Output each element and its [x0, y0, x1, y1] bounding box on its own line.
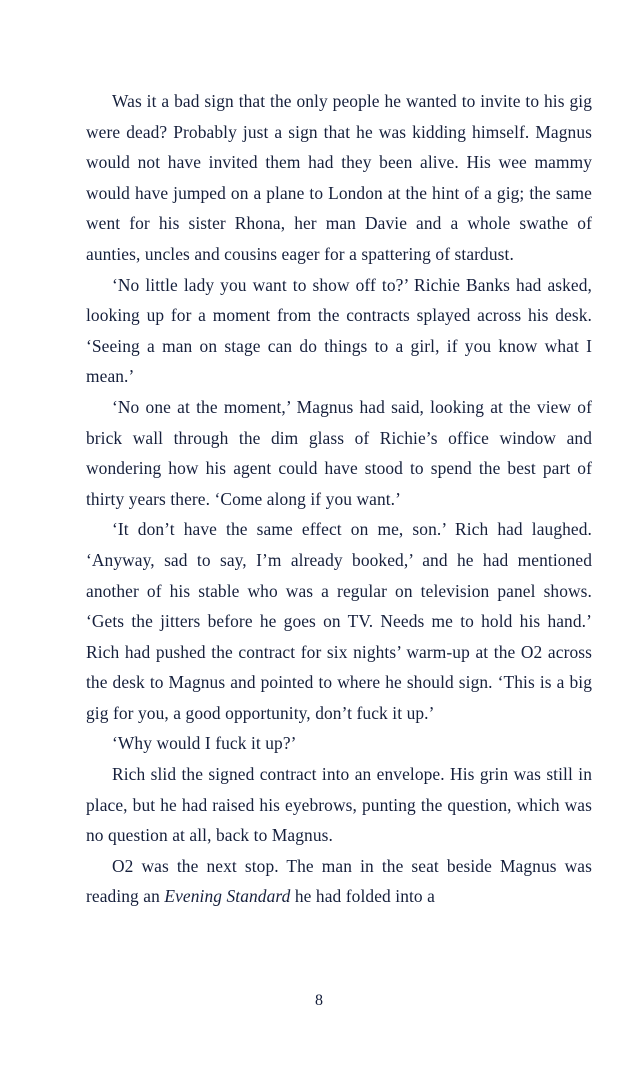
text-run: Rich slid the signed contract into an envelope. His grin was still in place, but he had raised his eyebrows, punting the question, which was no question at all, back to Magnus. [86, 764, 592, 846]
text-run: ‘No one at the moment,’ Magnus had said, looking at the view of brick wall through the dim glass of Richie’s office window and wondering how his agent could have stood to spend the best part of thirty years there. ‘Come along if you want.’ [86, 396, 592, 509]
paragraph [86, 270, 592, 392]
text-run: ‘Why would I fuck it up?’ [112, 733, 297, 754]
paragraph [86, 514, 592, 728]
paragraph [86, 392, 592, 514]
page-number: 8 [315, 992, 323, 1009]
paragraph [86, 728, 592, 759]
text-run: O2 was the next stop. The man in the seat beside Magnus was reading an [86, 855, 592, 907]
paragraph [86, 851, 592, 912]
text-run: ‘No little lady you want to show off to?’ Richie Banks had asked, looking up for a moment from the contracts splayed across his desk. ‘Seeing a man on stage can do things to a girl, if you know what I mean.’ [86, 274, 592, 387]
italic-text-run: Evening Standard [164, 886, 291, 907]
text-run: he had folded into a [290, 886, 435, 907]
text-run: Was it a bad sign that the only people he wanted to invite to his gig were dead? Probably just a sign that he was kidding himself. Magnus would not have invited them had they been alive. His wee mammy would have jumped on a plane to London at the hint of a gig; the same went for his sister Rhona, her man Davie and a whole swathe of aunties, uncles and cousins eager for a spattering of stardust. [86, 91, 592, 264]
paragraph [86, 86, 592, 270]
paragraph [86, 759, 592, 851]
text-run: ‘It don’t have the same effect on me, son.’ Rich had laughed. ‘Anyway, sad to say, I’m already booked,’ and he had mentioned another of his stable who was a regular on television panel shows. ‘Gets the jitters before he goes on TV. Needs me to hold his hand.’ Rich had pushed the contract for six nights’ warm-up at the O2 across the desk to Magnus and pointed to where he should sign. ‘This is a big gig for you, a good opportunity, don’t fuck it up.’ [86, 519, 592, 723]
page-body [86, 86, 592, 912]
